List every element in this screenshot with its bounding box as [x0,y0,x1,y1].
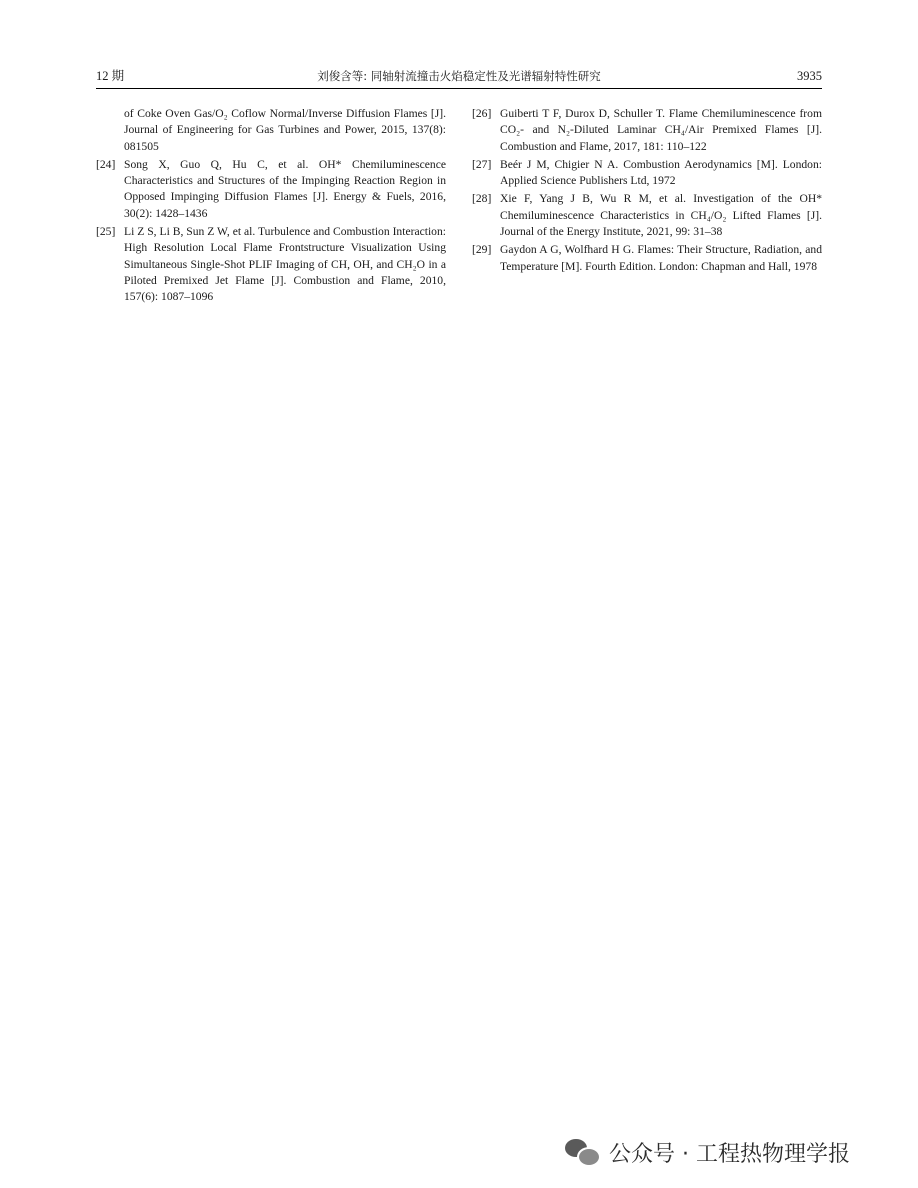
reference-number: [25] [96,225,116,239]
reference-number: [27] [472,157,492,171]
reference-text: Gaydon A G, Wolfhard H G. Flames: Their Structure, Radiation, and Temperature [M]. Fourth Edition. London: Chapman and Hall, 1978 [500,243,822,273]
reference-item [96,157,446,222]
page-header [96,66,822,89]
reference-text: Guiberti T F, Durox D, Schuller T. Flame Chemiluminescence from CO₂- and N₂-Diluted Laminar CH₄/Air Premixed Flames [J]. Combustion and Flame, 2017, 181: 110–122 [500,107,822,153]
reference-number: [26] [472,107,492,120]
reference-item [472,242,822,275]
issue-label: 12 期 [96,69,125,83]
watermark-text: 公众号 · 工程热物理学报 [609,1141,850,1167]
running-title: 刘俊含等: 同轴射流撞击火焰稳定性及光谱辐射特性研究 [317,69,601,83]
reference-item [472,157,822,190]
wechat-icon [565,1137,601,1167]
reference-text: Xie F, Yang J B, Wu R M, et al. Investigation of the OH* Chemiluminescence Characteristics in CH₄/O₂ Lifted Flames [J]. Journal of the Energy Institute, 2021, 99: 31–38 [500,192,822,239]
references-left-column [96,106,446,308]
page-number: 3935 [797,69,822,83]
references-right-column [472,106,822,277]
reference-text: of Coke Oven Gas/O₂ Coflow Normal/Inverse Diffusion Flames [J]. Journal of Engineering for Gas Turbines and Power, 2015, 137(8): 081505 [124,107,446,153]
wechat-watermark [565,1134,850,1170]
reference-item [96,106,446,155]
reference-text: Beér J M, Chigier N A. Combustion Aerodynamics [M]. London: Applied Science Publishers Ltd, 1972 [500,157,822,188]
reference-text: Song X, Guo Q, Hu C, et al. OH* Chemiluminescence Characteristics and Structures of the Impinging Reaction Region in Opposed Impinging Diffusion Flames [J]. Energy & Fuels, 2016, 30(2): 1428–1436 [124,157,446,220]
reference-item [96,224,446,305]
reference-item [472,106,822,155]
reference-number: [24] [96,157,116,171]
reference-item [472,191,822,240]
reference-text: Li Z S, Li B, Sun Z W, et al. Turbulence and Combustion Interaction: High Resolution Local Flame Frontstructure Visualization Using Simultaneous Single-Shot PLIF Imaging of CH, OH, and CH₂O in a Piloted Premixed Jet Flame [J]. Combustion and Flame, 2010, 157(6): 1087–1096 [124,225,446,304]
reference-number: [29] [472,243,492,257]
reference-number: [28] [472,192,492,206]
